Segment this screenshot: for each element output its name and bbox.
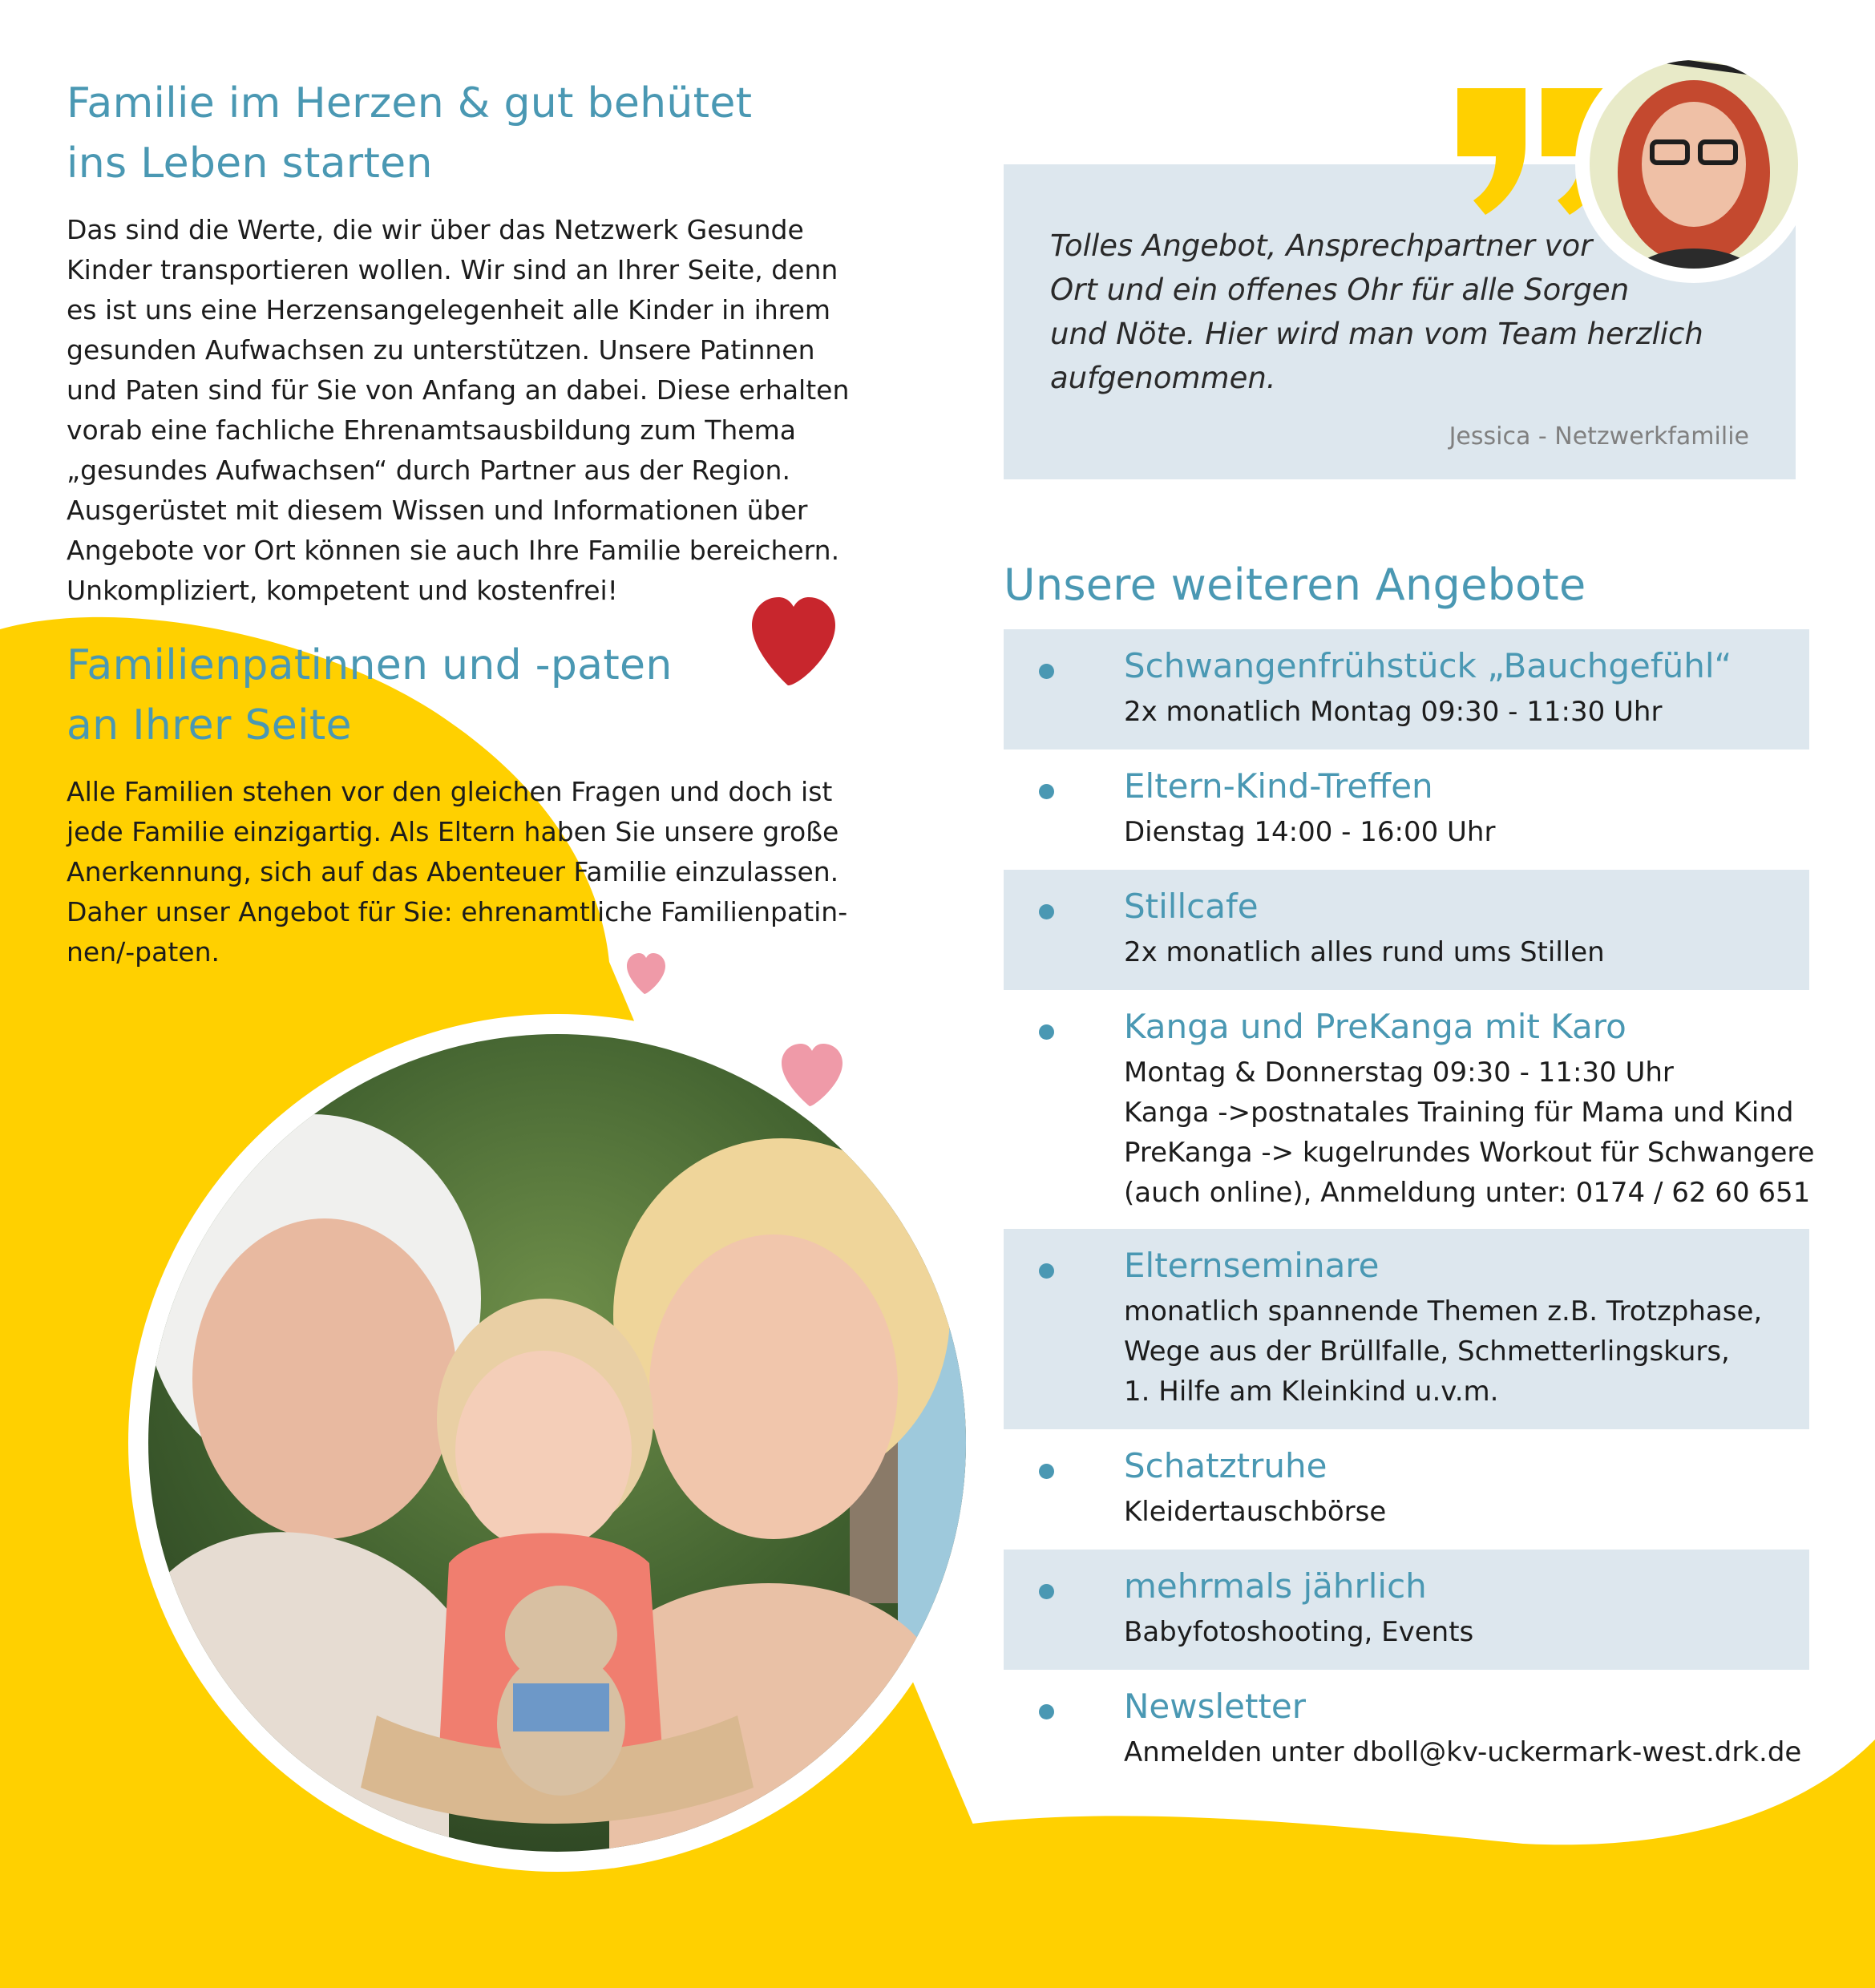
- offer-details: [1124, 1612, 1473, 1652]
- paragraph-line: nen/-paten.: [67, 936, 220, 968]
- section-body-familie: [67, 210, 849, 611]
- bullet-icon: [1039, 784, 1054, 799]
- bullet-icon: [1039, 1024, 1054, 1040]
- offers-list: [1004, 629, 1815, 1790]
- list-item: [1004, 990, 1815, 1229]
- bullet-icon: [1039, 904, 1054, 919]
- section-title-patinnen: [67, 636, 673, 756]
- offer-title: Kanga und PreKanga mit Karo: [1124, 1007, 1626, 1046]
- offer-line: 2x monatlich alles rund ums Stillen: [1124, 936, 1605, 968]
- section-body-patinnen: [67, 772, 847, 972]
- offers-title: Unsere weiteren Angebote: [1004, 560, 1586, 610]
- quote-line: Tolles Angebot, Ansprechpartner vor: [1050, 228, 1593, 263]
- offer-details: [1124, 1732, 1801, 1772]
- offer-title: Stillcafe: [1124, 887, 1259, 926]
- paragraph-line: Anerkennung, sich auf das Abenteuer Familie einzulassen.: [67, 856, 839, 887]
- paragraph-line: und Paten sind für Sie von Anfang an dabei. Diese erhalten: [67, 374, 850, 406]
- bullet-icon: [1039, 1704, 1054, 1719]
- testimonial-author: Jessica - Netzwerkfamilie: [1449, 422, 1749, 451]
- bullet-icon: [1039, 1584, 1054, 1599]
- paragraph-line: vorab eine fachliche Ehrenamtsausbildung zum Thema: [67, 414, 796, 446]
- offer-details: [1124, 812, 1495, 852]
- list-item: [1004, 870, 1809, 990]
- paragraph-line: Daher unser Angebot für Sie: ehrenamtliche Familienpatin-: [67, 896, 848, 927]
- section-title-familie: [67, 74, 752, 194]
- paragraph-line: Ausgerüstet mit diesem Wissen und Informationen über: [67, 495, 808, 526]
- offer-title: Eltern-Kind-Treffen: [1124, 766, 1433, 806]
- list-item: [1004, 1670, 1809, 1790]
- offer-title: mehrmals jährlich: [1124, 1566, 1427, 1606]
- paragraph-line: jede Familie einzigartig. Als Eltern haben Sie unsere große: [67, 816, 839, 847]
- title-line: an Ihrer Seite: [67, 701, 352, 750]
- quote-line: und Nöte. Hier wird man vom Team herzlich: [1050, 317, 1703, 351]
- list-item: [1004, 750, 1809, 870]
- paragraph-line: Alle Familien stehen vor den gleichen Fragen und doch ist: [67, 776, 833, 807]
- paragraph-line: Das sind die Werte, die wir über das Netzwerk Gesunde: [67, 214, 804, 245]
- paragraph-line: es ist uns eine Herzensangelegenheit alle Kinder in ihrem: [67, 294, 831, 325]
- bullet-icon: [1039, 1464, 1054, 1479]
- offer-details: [1124, 932, 1605, 972]
- bullet-icon: [1039, 1263, 1054, 1279]
- offer-line: Babyfotoshooting, Events: [1124, 1616, 1474, 1648]
- offer-title: Schwangenfrühstück „Bauchgefühl“: [1124, 646, 1732, 685]
- offer-line: Dienstag 14:00 - 16:00 Uhr: [1124, 816, 1496, 848]
- paragraph-line: Unkompliziert, kompetent und kostenfrei!: [67, 575, 618, 606]
- offer-line: 2x monatlich Montag 09:30 - 11:30 Uhr: [1124, 696, 1663, 728]
- avatar: [1574, 44, 1814, 285]
- title-line: Familie im Herzen & gut behütet: [67, 79, 753, 127]
- offer-title: Elternseminare: [1124, 1246, 1380, 1285]
- offer-details: [1124, 1492, 1386, 1532]
- offer-line: Kleidertauschbörse: [1124, 1496, 1387, 1528]
- offer-line: PreKanga -> kugelrundes Workout für Schwangere: [1124, 1137, 1815, 1169]
- offer-line[interactable]: Anmelden unter dboll@kv-uckermark-west.drk.de: [1124, 1736, 1802, 1768]
- offer-title: Schatztruhe: [1124, 1446, 1327, 1485]
- paragraph-line: Kinder transportieren wollen. Wir sind an Ihrer Seite, denn: [67, 254, 838, 285]
- paragraph-line: „gesundes Aufwachsen“ durch Partner aus der Region.: [67, 455, 790, 486]
- list-item: [1004, 629, 1809, 750]
- offer-line: monatlich spannende Themen z.B. Trotzphase,: [1124, 1295, 1763, 1327]
- offer-line: 1. Hilfe am Kleinkind u.v.m.: [1124, 1376, 1499, 1408]
- title-line: Familienpatinnen und -paten: [67, 641, 673, 689]
- offer-title: Newsletter: [1124, 1687, 1307, 1726]
- paragraph-line: Angebote vor Ort können sie auch Ihre Familie bereichern.: [67, 535, 840, 566]
- list-item: [1004, 1429, 1809, 1550]
- offer-line: Wege aus der Brüllfalle, Schmetterlingskurs,: [1124, 1335, 1730, 1368]
- title-line: ins Leben starten: [67, 139, 433, 188]
- list-item: [1004, 1229, 1809, 1429]
- offer-line: Montag & Donnerstag 09:30 - 11:30 Uhr: [1124, 1057, 1674, 1089]
- offer-line: Kanga ->postnatales Training für Mama und Kind: [1124, 1097, 1794, 1129]
- offer-details: [1124, 1053, 1815, 1213]
- offer-line: (auch online), Anmeldung unter: 0174 / 62 60 651: [1124, 1177, 1811, 1209]
- offer-details: [1124, 692, 1662, 732]
- list-item: [1004, 1550, 1809, 1670]
- paragraph-line: gesunden Aufwachsen zu unterstützen. Unsere Patinnen: [67, 334, 815, 366]
- offer-details: [1124, 1291, 1762, 1412]
- bullet-icon: [1039, 664, 1054, 679]
- quote-line: aufgenommen.: [1050, 361, 1276, 395]
- quote-line: Ort und ein offenes Ohr für alle Sorgen: [1050, 273, 1630, 307]
